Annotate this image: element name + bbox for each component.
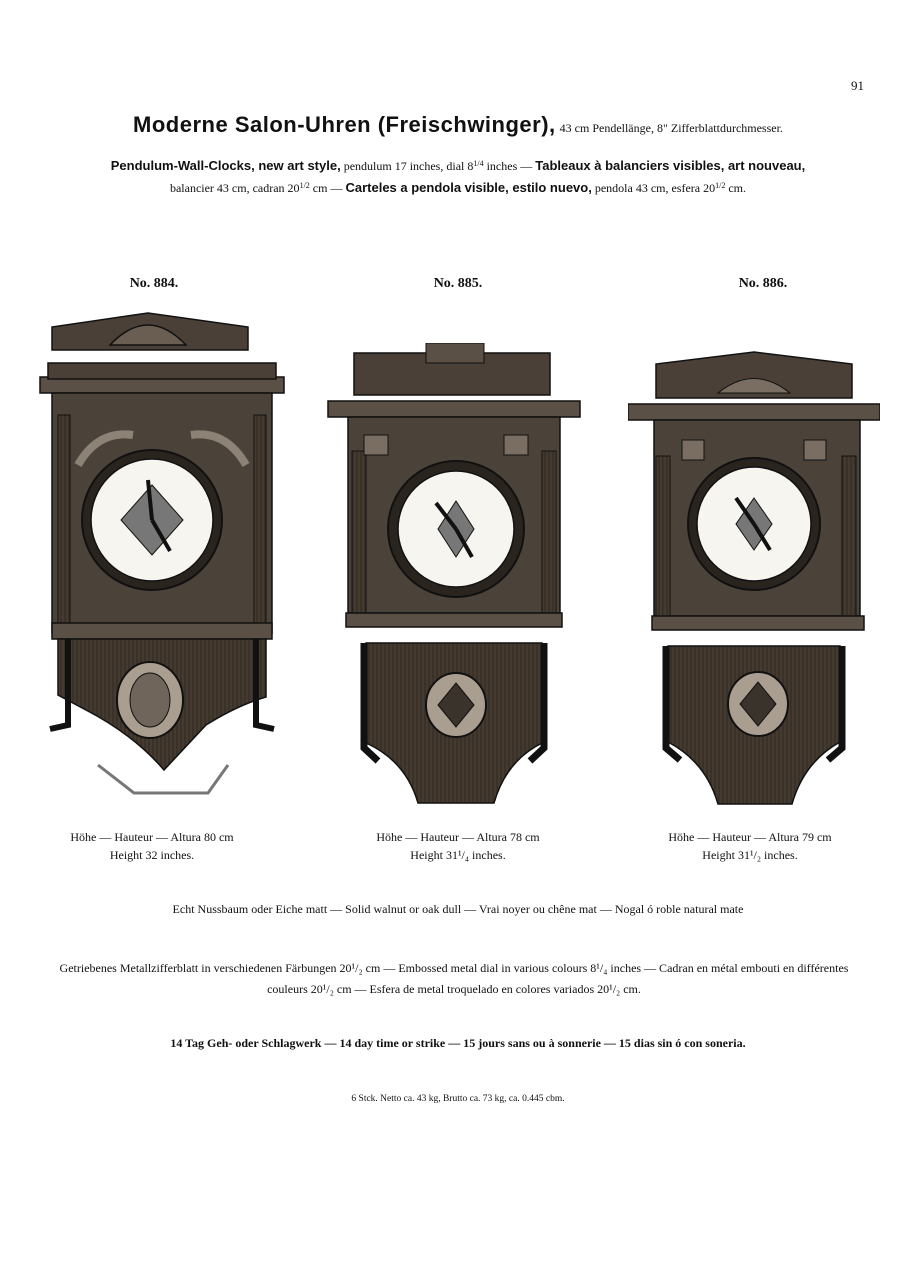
subtitle-english: Pendulum-Wall-Clocks, new art style, (110, 158, 341, 173)
subtitle-french-detail-a: balancier 43 cm, cadran 20 (169, 181, 300, 195)
subtitle-spanish-detail-a: pendola 43 cm, esfera 20 (594, 181, 716, 195)
clock-885-height (328, 828, 588, 864)
subtitle-english-detail-a: pendulum 17 inches, dial 8 (343, 159, 474, 173)
subtitle-french-detail-b: cm — (312, 181, 343, 195)
packing-info: 6 Stck. Netto ca. 43 kg, Brutto ca. 73 kg, ca. 0.445 cbm. (351, 1094, 565, 1104)
subtitle-spanish: Carteles a pendola visible, estilo nuevo, (345, 180, 592, 195)
clock-884-height (22, 828, 282, 864)
frac-quarter: 1/4 (473, 159, 484, 168)
clock-886-height (620, 828, 880, 864)
clock-886-height-metric: Höhe — Hauteur — Altura 79 cm (668, 830, 832, 844)
subtitle-french: Tableaux à balanciers visibles, art nouveau, (535, 158, 806, 173)
clock-886-height-imperial: Height 31¹/₂ inches. (702, 848, 798, 862)
clock-885-height-metric: Höhe — Hauteur — Altura 78 cm (376, 830, 540, 844)
clock-884-height-metric: Höhe — Hauteur — Altura 80 cm (70, 830, 234, 844)
clock-886-image (628, 348, 880, 818)
subtitle-spanish-detail-b: cm. (728, 181, 747, 195)
model-number-885: No. 885. (433, 276, 483, 291)
model-number-884: No. 884. (129, 276, 179, 291)
subtitle-english-detail-b: inches — (486, 159, 533, 173)
clock-884-image (38, 305, 286, 805)
movement-description: 14 Tag Geh- oder Schlagwerk — 14 day time or strike — 15 jours sans ou à sonnerie — 15 dias sin ó con soneria. (170, 1036, 746, 1050)
wood-description: Echt Nussbaum oder Eiche matt — Solid walnut or oak dull — Vrai noyer ou chêne mat — Nogal ó roble natural mate (172, 902, 744, 916)
clock-885-image (326, 343, 582, 818)
title-detail: 43 cm Pendellänge, 8" Zifferblattdurchmesser. (559, 121, 783, 135)
subtitle-line-1 (0, 158, 916, 174)
frac-half-1: 1/2 (299, 181, 310, 190)
clock-885-height-imperial: Height 31¹/₄ inches. (410, 848, 506, 862)
clock-884-height-imperial: Height 32 inches. (109, 848, 195, 862)
title-main: Moderne Salon-Uhren (Freischwinger), (133, 112, 556, 137)
page-number: 91 (851, 78, 864, 93)
frac-half-2: 1/2 (715, 181, 726, 190)
dial-description: Getriebenes Metallzifferblatt in verschiedenen Färbungen 20¹/₂ cm — Embossed metal dial in various colours 8¹/₄ inches — Cadran en métal embouti en différentes couleurs 20¹/₂ cm — Esfera de metal troquelado en colores variados 20¹/₂ cm. (59, 961, 849, 996)
model-number-886: No. 886. (738, 276, 788, 291)
subtitle-line-2 (0, 180, 916, 196)
page-title (0, 112, 916, 138)
